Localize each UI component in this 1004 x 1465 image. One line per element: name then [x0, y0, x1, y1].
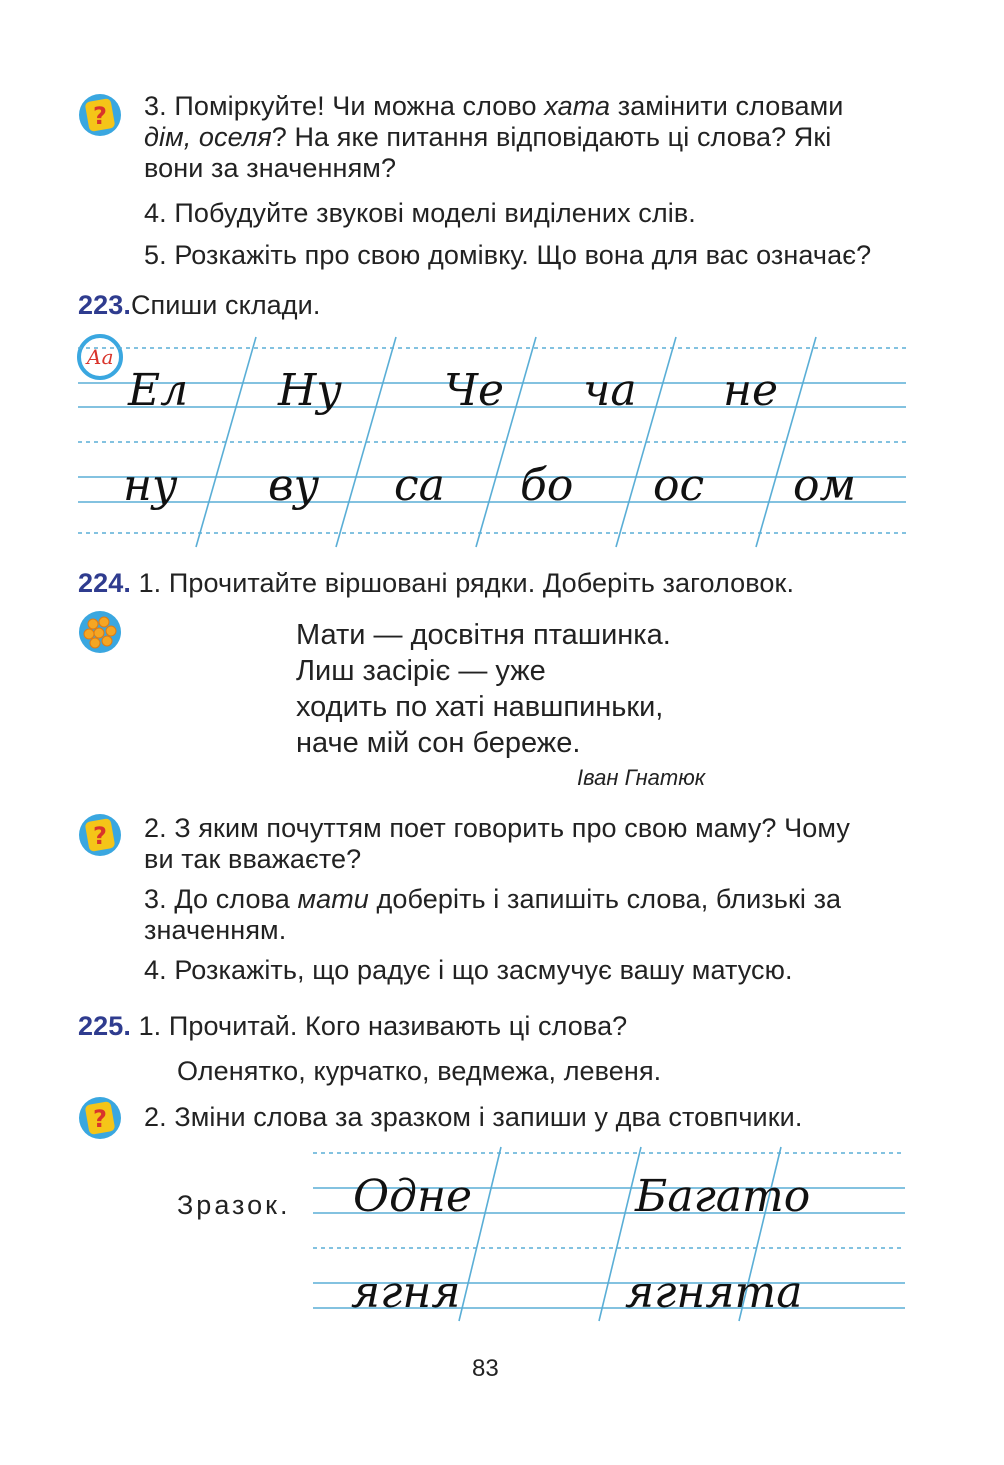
question-3-line1: 3. Поміркуйте! Чи можна слово хата замінити словами: [144, 91, 844, 121]
exercise-task: 1. Прочитай. Кого називають ці слова?: [138, 1011, 628, 1041]
exercise-number: 225.: [78, 1011, 131, 1041]
handwriting-lines-225: [313, 1145, 905, 1325]
question-3-line3: вони за значенням?: [144, 153, 397, 183]
syllable: Ел: [128, 365, 189, 416]
syllable: ом: [793, 460, 856, 511]
question-4: 4. Розкажіть, що радує і що засмучує вашу матусю.: [144, 955, 793, 985]
poem-line: наче мій сон береже.: [296, 727, 581, 759]
syllable: ос: [653, 460, 705, 511]
poem-author: Іван Гнатюк: [577, 765, 706, 790]
page-number: 83: [472, 1355, 499, 1382]
exercise-223-heading: [78, 290, 320, 321]
syllable: Ну: [278, 365, 342, 416]
question-3-line2: значенням.: [144, 915, 287, 945]
syllable: са: [394, 460, 445, 511]
exercise-number: 224.: [78, 568, 131, 598]
syllable: ну: [123, 460, 178, 511]
honeycomb-icon: [77, 609, 123, 660]
sample-word: Багато: [635, 1171, 811, 1222]
poem: [296, 617, 671, 761]
sample-word: Одне: [353, 1171, 472, 1222]
exercise-224-heading: [78, 568, 794, 599]
exercise-task: 1. Прочитайте віршовані рядки. Доберіть заголовок.: [138, 568, 795, 598]
question-3-line2: дім, оселя? На яке питання відповідають ці слова? Які: [144, 122, 832, 152]
question-4: 4. Побудуйте звукові моделі виділених слів.: [144, 198, 696, 228]
svg-text:?: ?: [93, 822, 107, 850]
question-2-line2: ви так вважаєте?: [144, 844, 362, 874]
syllable: ча: [583, 365, 637, 416]
sample-word: ягня: [351, 1267, 461, 1318]
poem-line: ходить по хаті навшпиньки,: [296, 691, 664, 723]
question-2: 2. Зміни слова за зразком і запиши у два стовпчики.: [144, 1102, 803, 1132]
question-3-line1: 3. До слова мати доберіть і запишіть слова, близькі за: [144, 884, 842, 914]
exercise-225-heading: [78, 1011, 627, 1042]
svg-text:Аа: Аа: [86, 345, 114, 369]
question-icon: [77, 812, 123, 863]
question-icon: [77, 1095, 123, 1146]
sample-word: ягнята: [625, 1267, 803, 1318]
exercise-number: 223.: [78, 290, 131, 320]
syllable: ву: [268, 460, 320, 511]
syllable: Че: [444, 365, 505, 416]
syllable: бо: [520, 460, 574, 511]
handwriting-lines-223: [78, 335, 906, 550]
svg-text:?: ?: [93, 1105, 107, 1133]
poem-line: Лиш засіріє — уже: [296, 655, 546, 687]
word-list: Оленятко, курчатко, ведмежа, левеня.: [177, 1056, 662, 1086]
question-icon: [77, 92, 123, 143]
exercise-task: Спиши склади.: [130, 290, 321, 320]
poem-line: Мати — досвітня пташинка.: [296, 619, 671, 651]
sample-label: Зразок.: [177, 1190, 291, 1220]
syllable: не: [723, 365, 779, 416]
question-5: 5. Розкажіть про свою домівку. Що вона для вас означає?: [144, 240, 872, 270]
question-2-line1: 2. З яким почуттям поет говорить про свою маму? Чому: [144, 813, 850, 843]
svg-text:?: ?: [93, 102, 107, 130]
